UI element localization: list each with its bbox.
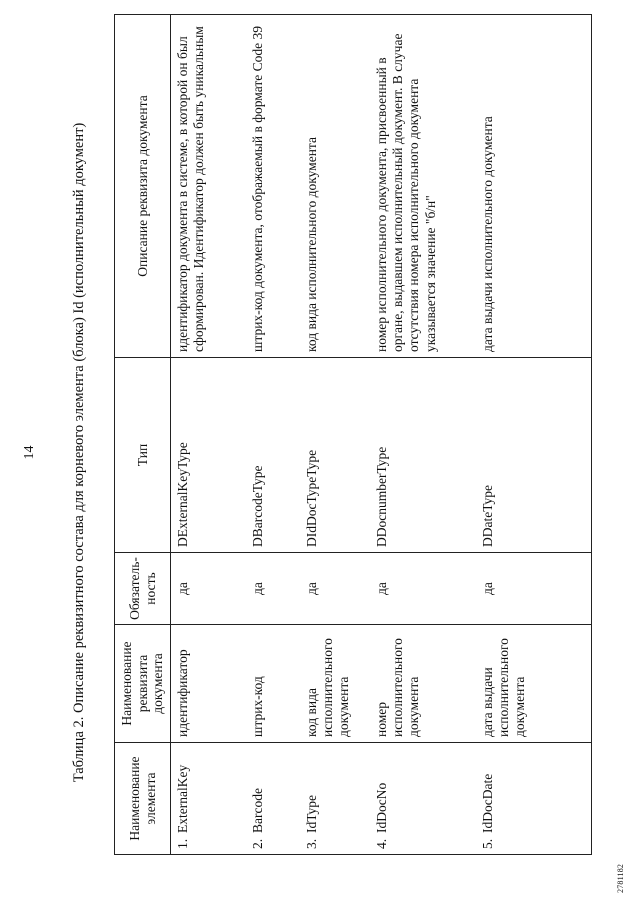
- header-requisite-name: Наименование реквизита документа: [115, 625, 171, 743]
- page-number: 14: [22, 445, 37, 460]
- document-code: 2781182: [616, 863, 625, 893]
- header-description: Описание реквизита документа: [115, 15, 171, 358]
- cell-description: номер исполнительного документа, присвоенный в органе, выдавшем исполнительный документ. В случае отсутствия номера исполнительного документа указывается значение "б/н": [370, 15, 476, 358]
- row-number: 5.: [479, 838, 495, 849]
- cell-description: идентификатор документа в системе, в которой он был сформирован. Идентификатор должен быть уникальным: [171, 15, 246, 358]
- cell-element: 1.ExternalKey: [171, 743, 246, 855]
- cell-description: штрих-код документа, отображаемый в формате Code 39: [246, 15, 300, 358]
- cell-type: DDateType: [476, 358, 592, 553]
- cell-name: штрих-код: [246, 625, 300, 743]
- cell-description: дата выдачи исполнительного документа: [476, 15, 592, 358]
- cell-type: DExternalKeyType: [171, 358, 246, 553]
- cell-name: номер исполнительного документа: [370, 625, 476, 743]
- cell-mandatory: да: [370, 553, 476, 625]
- header-element-name: Наименование элемента: [115, 743, 171, 855]
- cell-name: идентификатор: [171, 625, 246, 743]
- table-header-row: [115, 15, 171, 855]
- cell-mandatory: да: [300, 553, 370, 625]
- cell-mandatory: да: [246, 553, 300, 625]
- cell-element: 2.Barcode: [246, 743, 300, 855]
- table-row: [171, 15, 246, 855]
- cell-name: код вида исполнительного документа: [300, 625, 370, 743]
- table-row: [370, 15, 476, 855]
- table-row: [476, 15, 592, 855]
- table-row: [246, 15, 300, 855]
- header-mandatory: Обязатель-ность: [115, 553, 171, 625]
- cell-mandatory: да: [476, 553, 592, 625]
- requisites-table: [114, 14, 592, 855]
- row-number: 2.: [249, 838, 265, 849]
- table-row: [300, 15, 370, 855]
- cell-description: код вида исполнительного документа: [300, 15, 370, 358]
- cell-mandatory: да: [171, 553, 246, 625]
- cell-element: 3.IdType: [300, 743, 370, 855]
- cell-name: дата выдачи исполнительного документа: [476, 625, 592, 743]
- cell-element: 4.IdDocNo: [370, 743, 476, 855]
- row-number: 3.: [303, 838, 319, 849]
- row-number: 1.: [175, 838, 190, 849]
- header-type: Тип: [115, 358, 171, 553]
- table-caption: Таблица 2. Описание реквизитного состава для корневого элемента (блока) Id (исполнительный документ): [71, 122, 87, 783]
- cell-type: DBarcodeType: [246, 358, 300, 553]
- cell-type: DDocnumberType: [370, 358, 476, 553]
- cell-element: 5.IdDocDate: [476, 743, 592, 855]
- row-number: 4.: [373, 838, 389, 849]
- cell-type: DIdDocTypeType: [300, 358, 370, 553]
